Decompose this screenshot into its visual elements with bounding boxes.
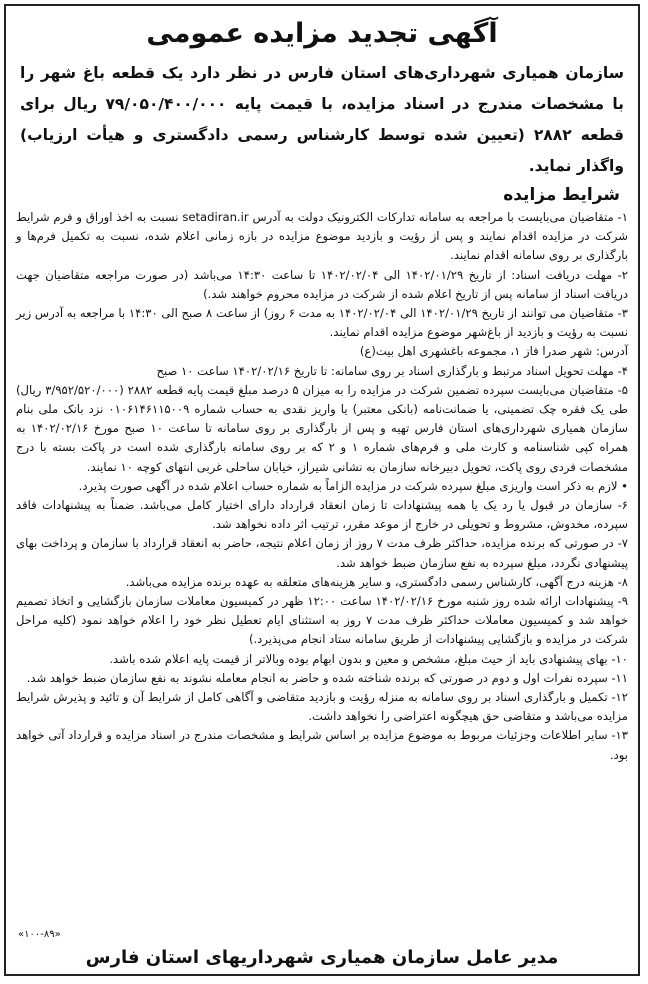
condition-item: ۲- مهلت دریافت اسناد: از تاریخ ۱۴۰۲/۰۱/۲۹ الی ۱۴۰۲/۰۲/۰۴ تا ساعت ۱۴:۳۰ می‌باشد (در صورت مراجعه متقاضیان جهت دریافت اسناد از سامانه پس از تاریخ اعلام شده از شرکت در مزایده محروم خواهند شد.) — [16, 267, 628, 301]
condition-item: ۱۲- تکمیل و بارگذاری اسناد بر روی سامانه به منزله رؤیت و بازدید متقاضی و آگاهی کامل از شرایط آن و تائید و پذیرش شرایط مزایده می‌باشد و متقاضی حق هیچگونه اعتراضی را نخواهد داشت. — [16, 690, 628, 724]
notice-frame — [4, 4, 640, 976]
conditions-heading: شرایط مزایده — [503, 185, 620, 205]
condition-item: ۱۱- سپرده نفرات اول و دوم در صورتی که برنده شناخته شده و حاضر به انجام معامله نشوند به نفع سازمان ضبط خواهد شد. — [26, 670, 628, 685]
conditions-list — [16, 208, 628, 765]
condition-address: آدرس: شهر صدرا فاز ۱، مجموعه باغشهری اهل بیت(ع) — [359, 344, 628, 359]
condition-note: • لازم به ذکر است واریزی مبلغ سپرده شرکت در مزایده الزاماً به شماره حساب اعلام شده در آگهی صورت پذیرد. — [78, 478, 628, 493]
signature-line: مدیر عامل سازمان همیاری شهرداریهای استان فارس — [85, 947, 559, 968]
ad-code: «۱۰۰-۸۹» — [18, 929, 61, 940]
condition-item: ۳- متقاضیان می توانند از تاریخ ۱۴۰۲/۰۱/۲۹ الی ۱۴۰۲/۰۲/۰۴ به مدت ۶ روز) از ساعت ۸ صبح الی ۱۴:۳۰ با مراجعه به آدرس زیر نسبت به رؤیت و بازدید از باغ‌شهر موضوع مزایده اقدام نمایند. — [16, 306, 628, 340]
condition-item: ۱- متقاضیان می‌بایست با مراجعه به سامانه تدارکات الکترونیک دولت به آدرس setadiran.ir نسبت به اخذ اوراق و فرم شرایط شرکت در مزایده اقدام نمایند و پس از رؤیت و بازدید موضوع مزایده در بازه زمانی اعلام شده، نسبت به تکمیل فرم‌ها و بارگذاری بر روی سامانه اقدام نمایند. — [16, 210, 628, 263]
condition-item: ۹- پیشنهادات ارائه شده روز شنبه مورخ ۱۴۰۲/۰۲/۱۶ ساعت ۱۲:۰۰ ظهر در کمیسیون معاملات سازمان بازگشایی و اتخاذ تصمیم خواهد شد و کمیسیون معاملات حداکثر ظرف مدت ۷ روز به استثنای ایام تعطیل نظر خود را اعلام خواهد نمود (کلیه مراحل شرکت در مزایده و بازگشایی پیشنهادات از طریق سامانه ستاد انجام می‌پذیرد.) — [16, 594, 629, 647]
notice-intro: سازمان همیاری شهرداری‌های استان فارس در نظر دارد یک قطعه باغ شهر را با مشخصات مندرج در اسناد مزایده، با قیمت پایه ۷۹/۰۵۰/۴۰۰/۰۰۰ ریال برای قطعه ۲۸۸۲ (تعیین شده توسط کارشناس رسمی دادگستری و هیأت ارزیاب) واگذار نماید. — [20, 64, 624, 175]
condition-item: ۱۰- بهای پیشنهادی باید از حیث مبلغ، مشخص و معین و بدون ابهام بوده وبالاتر از قیمت پایه اعلام شده باشد. — [109, 651, 628, 666]
condition-item: ۸- هزینه درج آگهی، کارشناس رسمی دادگستری، و سایر هزینه‌های متعلقه به عهده برنده مزایده می‌باشد. — [125, 574, 628, 589]
condition-item: ۴- مهلت تحویل اسناد مرتبط و بارگذاری اسناد بر روی سامانه: تا تاریخ ۱۴۰۲/۰۲/۱۶ ساعت ۱۰ صبح — [156, 363, 628, 378]
condition-item: ۵- متقاضیان می‌بایست سپرده تضمین شرکت در مزایده را به میزان ۵ درصد مبلغ قیمت پایه قطعه ۲۸۸۲ (۳/۹۵۲/۵۲۰/۰۰۰ ریال) طی یک فقره چک تضمینی، یا ضمانت‌نامه (بانکی معتبر) یا واریز نقدی به حساب شماره ۰۱۰۶۱۴۶۱۱۵۰۰۹ نزد بانک ملی بنام سازمان همیاری شهرداری‌های استان فارس تهیه و پس از بارگذاری بر روی سامانه تا ساعت ۱۰ صبح مورخ ۱۴۰۲/۰۲/۱۶ به همراه کپی شناسنامه و کارت ملی و فرم‌های شماره ۱ و ۲ که بر روی سامانه بارگذاری شده است در پاکت بسته با درج مشخصات فردی روی پاکت، تحویل دبیرخانه سازمان به نشانی شیراز، خیابان ساحلی غربی انتهای کوچه ۱۰ نمایند. — [16, 382, 628, 474]
condition-item: ۱۳- سایر اطلاعات وجزئیات مربوط به موضوع مزایده بر اساس شرایط و مشخصات مندرج در اسناد مزایده و قرارداد آتی خواهد بود. — [16, 728, 628, 762]
notice-title: آگهی تجدید مزایده عمومی — [146, 18, 498, 49]
condition-item: ۶- سازمان در قبول یا رد یک یا همه پیشنهادات تا زمان انعقاد قرارداد دارای اختیار کامل می‌باشد. ضمناً به پیشنهادات فاقد سپرده، مخدوش، مشروط و تحویلی در خارج از موعد مقرر، ترتیب اثر داده نخواهد شد. — [16, 498, 628, 532]
condition-item: ۷- در صورتی که برنده مزایده، حداکثر ظرف مدت ۷ روز از زمان اعلام نتیجه، حاضر به انعقاد قرارداد با سازمان و پرداخت بهای پیشنهادی نگردد، مبلغ سپرده به نفع سازمان ضبط خواهد شد. — [16, 536, 628, 570]
